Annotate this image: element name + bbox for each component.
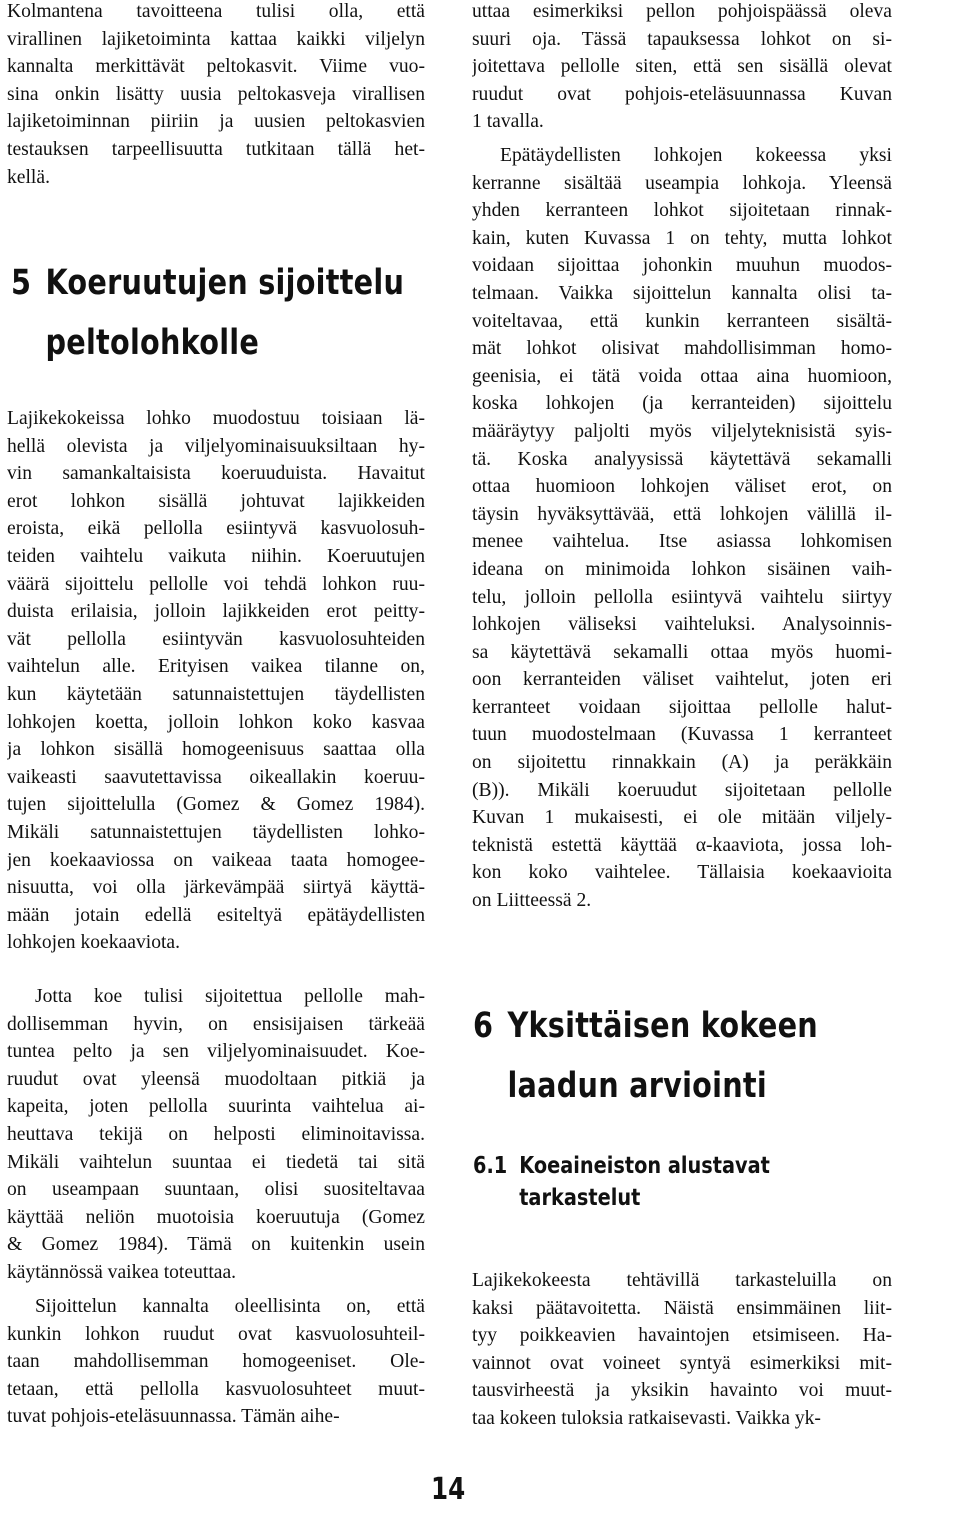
- text-line: ideana on minimoida lohkon sisäinen vaih-: [472, 558, 892, 580]
- text-line: tyy poikkeavien havaintojen etsimiseen. Ha-: [472, 1325, 892, 1347]
- text-line: suuri oja. Tässä tapauksessa lohkot on si-: [472, 28, 892, 50]
- text-line: Lajikekokeissa lohko muodostuu toisiaan lä-: [7, 408, 425, 429]
- text-line: Jotta koe tulisi sijoitettua pellolle mah-: [35, 986, 425, 1007]
- text-line: erot lohkon sisällä johtuvat lajikkeiden: [7, 490, 425, 512]
- text-line: duista erilaisia, jolloin lajikkeiden erot peitty-: [7, 601, 425, 623]
- text-line: menee vaihtelua. Itse asiassa lohkomisen: [472, 531, 892, 553]
- text-line: heuttava tekijä on helposti eliminoitavissa.: [7, 1123, 425, 1145]
- text-line: on sijoitettu rinnakkain (A) ja peräkkäin: [472, 752, 892, 774]
- paragraph-preliminary-checks: [472, 1267, 892, 1433]
- text-line: vin samankaltaisista koeruuduista. Havaitut: [7, 463, 425, 485]
- text-line: koska lohkojen (ja kerranteiden) sijoittelu: [472, 393, 892, 415]
- text-line: dollisemman hyvin, on ensisijaisen tärkeää: [7, 1013, 425, 1035]
- text-line: tetaan, että pellolla kasvuolosuhteet muut-: [7, 1378, 425, 1400]
- text-line: Kolmantena tavoitteena tulisi olla, että: [7, 1, 425, 22]
- text-line: kannalta merkittävät peltokasvit. Viime vuo-: [7, 56, 425, 78]
- text-line: Sijoittelun kannalta oleellisinta on, että: [35, 1296, 425, 1317]
- text-line: mät lohkot olisivat mahdollisimman homo-: [472, 338, 892, 360]
- text-line: taan mahdollisemman homogeeniset. Ole-: [7, 1351, 425, 1373]
- text-line: tausvirheestä ja yksikin havainto voi muut-: [472, 1380, 892, 1402]
- text-line: uttaa esimerkiksi pellon pohjoispäässä oleva: [472, 1, 892, 22]
- page-number: 14: [431, 1472, 466, 1507]
- section-6-1-number: 6.1: [473, 1153, 508, 1179]
- text-line: määräytyy paljolti myös viljelyteknisistä syis-: [472, 420, 892, 442]
- text-line: kerranteet voidaan sijoittaa pellolle halut-: [472, 696, 892, 718]
- text-line: tä. Koska analyysissä käytettävä sekamalli: [472, 448, 892, 470]
- section-6-1-title-line2: tarkastelut: [519, 1185, 641, 1211]
- text-line: testauksen tarpeellisuutta tutkitaan tällä het-: [7, 138, 425, 160]
- text-line: ottaa huomioon lohkojen väliset erot, on: [472, 476, 892, 498]
- text-line: vaikeasti saavutettavissa oikeallakin koeruu-: [7, 766, 425, 788]
- text-line: taa kokeen tuloksia ratkaisevasti. Vaikka yk-: [472, 1407, 821, 1429]
- text-line: teiden vaihtelu vaikuta niihin. Koeruutujen: [7, 545, 425, 567]
- text-line: teknistä estettä käyttää α-kaaviota, jossa loh-: [472, 834, 892, 856]
- text-line: jen koekaaviossa on vaikeaa taata homogee-: [7, 849, 425, 871]
- text-line: Kuvan 1 mukaisesti, ei ole mitään viljely-: [472, 807, 892, 829]
- text-line: nisuutta, voi olla järkevämpää siirtyä käyttä-: [7, 877, 425, 899]
- text-line: tuvat pohjois-eteläsuunnassa. Tämän aihe-: [7, 1406, 340, 1428]
- text-line: ruudut ovat yleensä muodoltaan pitkiä ja: [7, 1068, 425, 1090]
- text-line: 1 tavalla.: [472, 111, 544, 133]
- text-line: kain, kuten Kuvassa 1 on tehty, mutta lohkot: [472, 227, 892, 249]
- text-line: käyttää neliön muotoisia koeruutuja (Gomez: [7, 1206, 425, 1228]
- text-line: kerranne sisältää useampia lohkoja. Yleensä: [472, 172, 892, 194]
- text-line: on Liitteessä 2.: [472, 890, 592, 912]
- section-6-title-line2: laadun arviointi: [507, 1066, 767, 1106]
- text-line: vainnot ovat voineet syntyä esimerkiksi mit-: [472, 1352, 892, 1374]
- text-line: kun käytetään satunnaistettujen täydellisten: [7, 683, 425, 705]
- text-line: mään jotain edellä esiteltyä epätäydellisten: [7, 904, 425, 926]
- section-5-heading: [11, 253, 404, 373]
- text-line: tuntea pelto ja sen viljelyominaisuudet. Koe-: [7, 1041, 425, 1063]
- text-line: kunkin lohkon ruudut ovat kasvuolosuhteil-: [7, 1323, 425, 1345]
- paragraph-continuation: [472, 0, 892, 136]
- text-line: lohkojen koekaaviota.: [7, 932, 181, 954]
- text-line: väärä sijoittelu pellolle voi tehdä lohkon ruu-: [7, 573, 425, 595]
- section-6-title-line1: Yksittäisen kokeen: [507, 1006, 818, 1046]
- text-line: tujen sijoittelulla (Gomez & Gomez 1984).: [7, 794, 425, 816]
- text-line: kapeita, joten pellolla suurinta vaihtelua ai-: [7, 1096, 425, 1118]
- text-line: käytännössä vaikea toteuttaa.: [7, 1261, 237, 1283]
- section-6-1-title-line1: Koeaineiston alustavat: [519, 1153, 770, 1179]
- text-line: kellä.: [7, 166, 50, 188]
- text-line: sina onkin lisätty uusia peltokasveja virallisen: [7, 83, 425, 105]
- paragraph-placement: [7, 1293, 425, 1431]
- text-line: lohkojen koetta, jolloin lohkon koko kasvaa: [7, 711, 425, 733]
- text-line: täysin hyväksyttävää, että lohkojen välillä il-: [472, 503, 892, 525]
- text-line: lohkojen väliseksi vaihteluksi. Analysoinnis-: [472, 614, 892, 636]
- text-line: sa käytettävä sekamalli ottaa myös huomi-: [472, 641, 892, 663]
- section-6-heading: [473, 996, 818, 1116]
- section-5-number: 5: [11, 263, 32, 303]
- text-line: ruudut ovat pohjois-eteläsuunnassa Kuvan: [472, 83, 892, 105]
- section-6-1-heading: [473, 1150, 770, 1214]
- text-line: on useampaan suuntaan, olisi suositeltavaa: [7, 1179, 425, 1201]
- text-line: ja lohkon sisällä homogeenisuus saattaa olla: [7, 739, 425, 761]
- text-line: kon koko vaihtelee. Tällaisia koekaavioita: [472, 862, 892, 884]
- text-line: Epätäydellisten lohkojen kokeessa yksi: [500, 145, 892, 166]
- paragraph-block-arrangement: [7, 405, 425, 957]
- text-line: virallinen lajiketoiminta kattaa kaikki viljelyn: [7, 28, 425, 50]
- paragraph-field-knowledge: [7, 983, 425, 1287]
- section-6-number: 6: [473, 1006, 494, 1046]
- text-line: Lajikekokeesta tehtävillä tarkasteluilla on: [472, 1270, 892, 1291]
- text-line: voidaan sijoittaa johonkin muuhun muodos-: [472, 255, 892, 277]
- text-line: yhden kerranteen lohkot sijoitetaan rinnak-: [472, 200, 892, 222]
- text-line: eroista, eikä pellolla esiintyvä kasvuolosuh-: [7, 518, 425, 540]
- text-line: oon kerranteiden väliset vaihtelut, joten eri: [472, 669, 892, 691]
- text-line: (B)). Mikäli koeruudut sijoitetaan pellolle: [472, 779, 892, 801]
- text-line: vaihtelun alle. Erityisen vaikea tilanne on,: [7, 656, 425, 678]
- text-line: telu, jolloin pellolla esiintyvä vaihtelu siirtyy: [472, 586, 892, 608]
- text-line: voiteltavaa, että kunkin kerranteen sisältä-: [472, 310, 892, 332]
- text-line: telmaan. Vaikka sijoittelun kannalta olisi ta-: [472, 282, 892, 304]
- text-line: & Gomez 1984). Tämä on kuitenkin usein: [7, 1234, 425, 1256]
- text-line: Mikäli vaihtelun suuntaa ei tiedetä tai sitä: [7, 1151, 425, 1173]
- paragraph-incomplete-blocks: [472, 142, 892, 915]
- text-line: vät pellolla esiintyvän kasvuolosuhteiden: [7, 628, 425, 650]
- section-5-title-line2: peltolohkolle: [45, 323, 260, 363]
- text-line: joitettava pellolle siten, että sen sisällä olevat: [472, 56, 892, 78]
- text-line: Mikäli satunnaistettujen täydellisten lohko-: [7, 821, 425, 843]
- text-line: hellä olevista ja viljelyominaisuuksiltaan hy-: [7, 435, 425, 457]
- section-5-title-line1: Koeruutujen sijoittelu: [45, 263, 405, 303]
- text-line: lajiketoiminnan piiriin ja uusien peltokasvien: [7, 111, 425, 133]
- text-line: tuun muodostelmaan (Kuvassa 1 kerranteet: [472, 724, 892, 746]
- text-line: kaksi päätavoitetta. Näistä ensimmäinen liit-: [472, 1297, 892, 1319]
- text-line: geenisia, ei tätä voida ottaa aina huomioon,: [472, 365, 892, 387]
- paragraph-intro: [7, 0, 425, 191]
